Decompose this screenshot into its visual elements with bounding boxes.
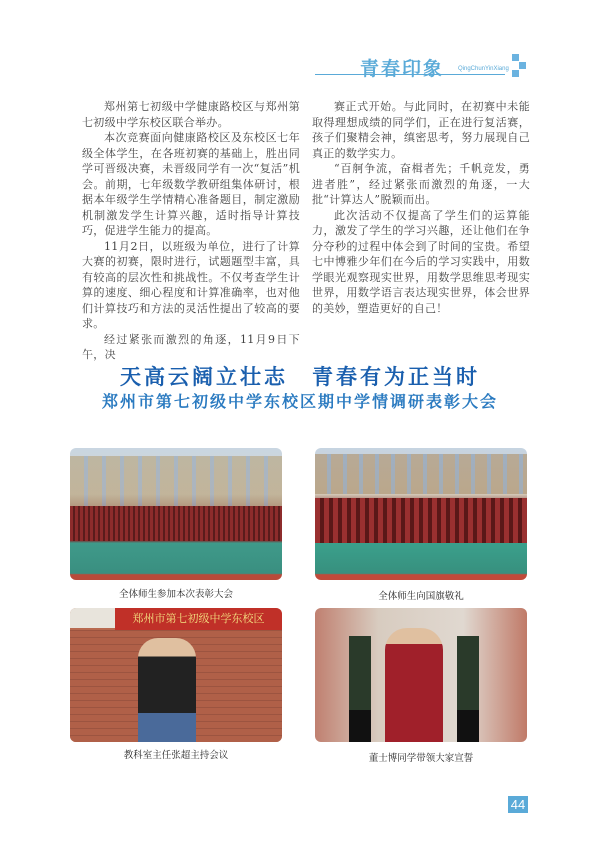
section-title: 青春印象 <box>360 58 445 80</box>
photo-caption: 全体师生参加本次表彰大会 <box>118 589 233 600</box>
photo-caption: 教科室主任张超主持会议 <box>123 750 229 761</box>
photo-host-speaking <box>70 608 282 742</box>
photo-caption: 董士博同学带领大家宣誓 <box>368 753 474 764</box>
photo-flag-salute <box>315 448 527 580</box>
paragraph: “百舸争流，奋楫者先；千帆竞发，勇进者胜”，经过紧张而激烈的角逐，一大批“计算达人”脱颖而出。 <box>312 162 530 206</box>
paragraph: 郑州第七初级中学健康路校区与郑州第七初级中学东校区联合举办。 <box>82 100 300 129</box>
photo-oath <box>315 608 527 742</box>
paragraph: 经过紧张而激烈的角逐，11月9日下午，决 <box>82 332 300 361</box>
paragraph: 11月2日，以班级为单位，进行了计算大赛的初赛，限时进行，试题题型丰富，具有较高的层次性和挑战性。不仅考查学生计算的速度、细心程度和计算准确率，也对他们计算技巧和方法的灵活性提出了较高的要求。 <box>82 239 300 330</box>
paragraph: 本次竞赛面向健康路校区及东校区七年级全体学生，在各班初赛的基础上，胜出同学可晋级决赛，未晋级同学有一次“复活”机会。前期，七年级数学教研组集体研讨，根据本年级学生学情精心准备题目，制定激励机制激发学生计算兴趣，适时指导计算技巧，促进学生能力的提高。 <box>82 131 300 237</box>
feature-title: 天高云阔立壮志 青春有为正当时 <box>120 364 480 389</box>
photo-caption: 全体师生向国旗敬礼 <box>378 591 464 602</box>
paragraph: 此次活动不仅提高了学生们的运算能力，激发了学生的学习兴趣，还让他们在争分夺秒的过程中体会到了时间的宝贵。希望七中博雅少年们在今后的学习实践中，用数学眼光观察现实世界，用数学思维思考现实世界，用数学语言表达现实世界，体会世界的美妙，塑造更好的自己！ <box>312 208 530 315</box>
page-number: 44 <box>508 796 528 813</box>
banner: 郑州市第七初级中学东校区 <box>115 608 282 630</box>
article-left-column <box>82 99 300 363</box>
feature-subtitle: 郑州市第七初级中学东校区期中学情调研表彰大会 <box>101 392 498 411</box>
photo-assembly <box>70 448 282 580</box>
section-pinyin: QingChunYinXiang <box>458 66 509 72</box>
article-right-column <box>312 99 530 316</box>
paragraph: 赛正式开始。与此同时，在初赛中未能取得理想成绩的同学们，正在进行复活赛，孩子们聚精会神，缜密思考，努力展现自己真正的数学实力。 <box>312 100 530 160</box>
